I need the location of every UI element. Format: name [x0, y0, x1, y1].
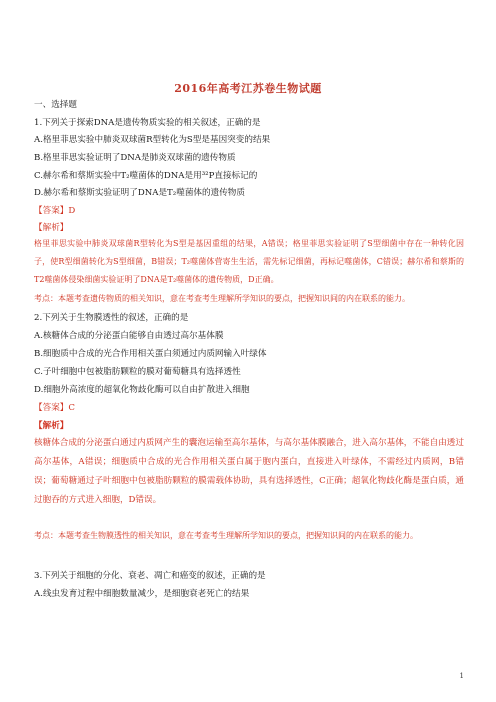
question-2-option-a: A.核糖体合成的分泌蛋白能够自由透过高尔基体膜 — [34, 331, 224, 341]
question-3-option-a: A.线虫发育过程中细胞数量减少，是细胞衰老死亡的结果 — [34, 589, 250, 599]
question-1-option-d: D.赫尔希和蔡斯实验证明了DNA是T₂噬菌体的遗传物质 — [34, 188, 245, 198]
question-3-stem: 3.下列关于细胞的分化、衰老、凋亡和癌变的叙述，正确的是 — [34, 571, 266, 581]
question-2-option-c: C.子叶细胞中包被脂肪颗粒的膜对葡萄糖具有选择透性 — [34, 367, 241, 377]
question-2-point: 考点：本题考查生物膜透性的相关知识，意在考查考生理解所学知识的要点，把握知识间的内在联系的能力。 — [34, 531, 418, 540]
question-1-answer: 【答案】D — [34, 206, 76, 216]
question-1-option-a: A.格里菲思实验中肺炎双球菌R型转化为S型是基因突变的结果 — [34, 135, 271, 145]
question-1-analysis: 格里菲思实验中肺炎双球菌R型转化为S型是基因重组的结果，A错误；格里菲思实验证明了S型细菌中存在一种转化因子，使R型细菌转化为S型细菌，B错误；T₂噬菌体营寄生生活，需先标记细菌，再标记噬菌体，C错误；赫尔希和蔡斯的T2噬菌体侵染细菌实验证明了DNA是T₂噬菌体的遗传物质，D正确。 — [34, 239, 464, 284]
page-title: 2016年高考江苏卷生物试题 — [174, 82, 322, 95]
question-2-option-b: B.细胞质中合成的光合作用相关蛋白须通过内质网输入叶绿体 — [34, 349, 267, 359]
question-1-option-c: C.赫尔希和蔡斯实验中T₂噬菌体的DNA是用³²P直接标记的 — [34, 171, 258, 181]
question-2-analysis: 核糖体合成的分泌蛋白通过内质网产生的囊泡运输至高尔基体，与高尔基体膜融合，进入高尔基体，不能自由透过高尔基体，A错误；细胞质中合成的光合作用相关蛋白属于胞内蛋白，直接进入叶绿体，不需经过内质网，B错误；葡萄糖通过子叶细胞中包被脂肪颗粒的膜需载体协助，具有选择透性，C正确；超氧化物歧化酶是蛋白质，通过胞吞的方式进入细胞，D错误。 — [34, 438, 464, 505]
question-1-option-b: B.格里菲思实验证明了DNA是肺炎双球菌的遗传物质 — [34, 153, 236, 163]
question-2-analysis-tag: 【解析】 — [34, 421, 69, 431]
question-1-point: 考点：本题考查遗传物质的相关知识，意在考查考生理解所学知识的要点，把握知识间的内在联系的能力。 — [34, 294, 410, 303]
section-heading: 一、选择题 — [34, 100, 77, 110]
question-2-answer: 【答案】C — [34, 403, 75, 413]
question-2-stem: 2.下列关于生物膜透性的叙述，正确的是 — [34, 313, 189, 323]
question-1-stem: 1.下列关于探索DNA是遗传物质实验的相关叙述，正确的是 — [34, 118, 261, 128]
question-2-option-d: D.细胞外高浓度的超氧化物歧化酶可以自由扩散进入细胞 — [34, 385, 250, 395]
question-1-analysis-tag: 【解析】 — [34, 223, 69, 233]
page-number: 1 — [459, 672, 464, 680]
